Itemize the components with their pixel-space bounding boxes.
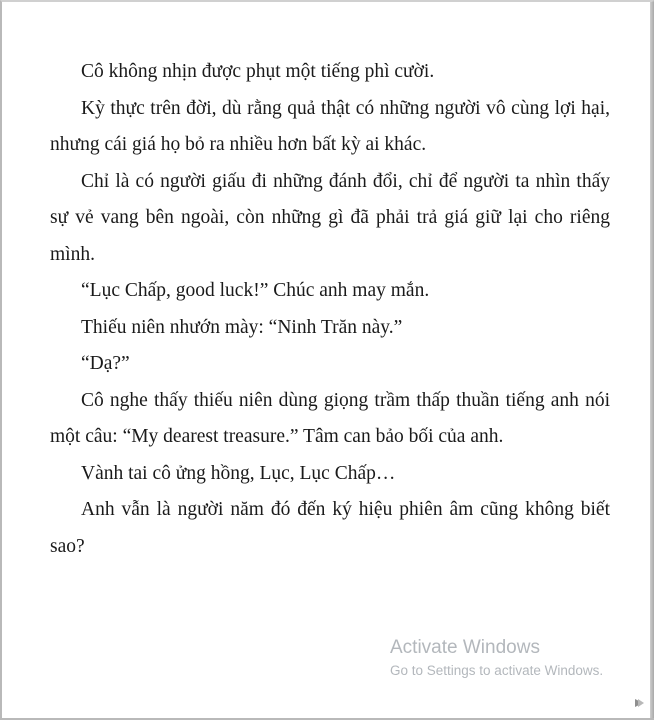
paragraph: Cô nghe thấy thiếu niên dùng giọng trầm thấp thuần tiếng anh nói một câu: “My dearest treasure.” Tâm can bảo bối của anh. — [50, 389, 610, 447]
paragraph: Kỳ thực trên đời, dù rằng quả thật có những người vô cùng lợi hại, nhưng cái giá họ bỏ ra nhiều hơn bất kỳ ai khác. — [50, 97, 610, 155]
scroll-arrow-icon[interactable] — [632, 696, 646, 710]
paragraph: “Dạ?” — [81, 353, 130, 374]
paragraph: Anh vẫn là người năm đó đến ký hiệu phiên âm cũng không biết sao? — [50, 499, 610, 557]
paragraph: Chỉ là có người giấu đi những đánh đổi, chỉ để người ta nhìn thấy sự vẻ vang bên ngoài, còn những gì đã phải trả giá giữ lại cho riêng mình. — [50, 170, 610, 265]
paragraph: “Lục Chấp, good luck!” Chúc anh may mắn. — [81, 280, 430, 301]
paragraph: Vành tai cô ửng hồng, Lục, Lục Chấp… — [81, 462, 396, 484]
watermark-title: Activate Windows — [390, 637, 540, 658]
document-body — [50, 54, 610, 565]
watermark-subtitle: Go to Settings to activate Windows. — [390, 663, 604, 678]
paragraph: Thiếu niên nhướn mày: “Ninh Trăn này.” — [81, 316, 403, 338]
paragraph: Cô không nhịn được phụt một tiếng phì cười. — [81, 61, 435, 82]
